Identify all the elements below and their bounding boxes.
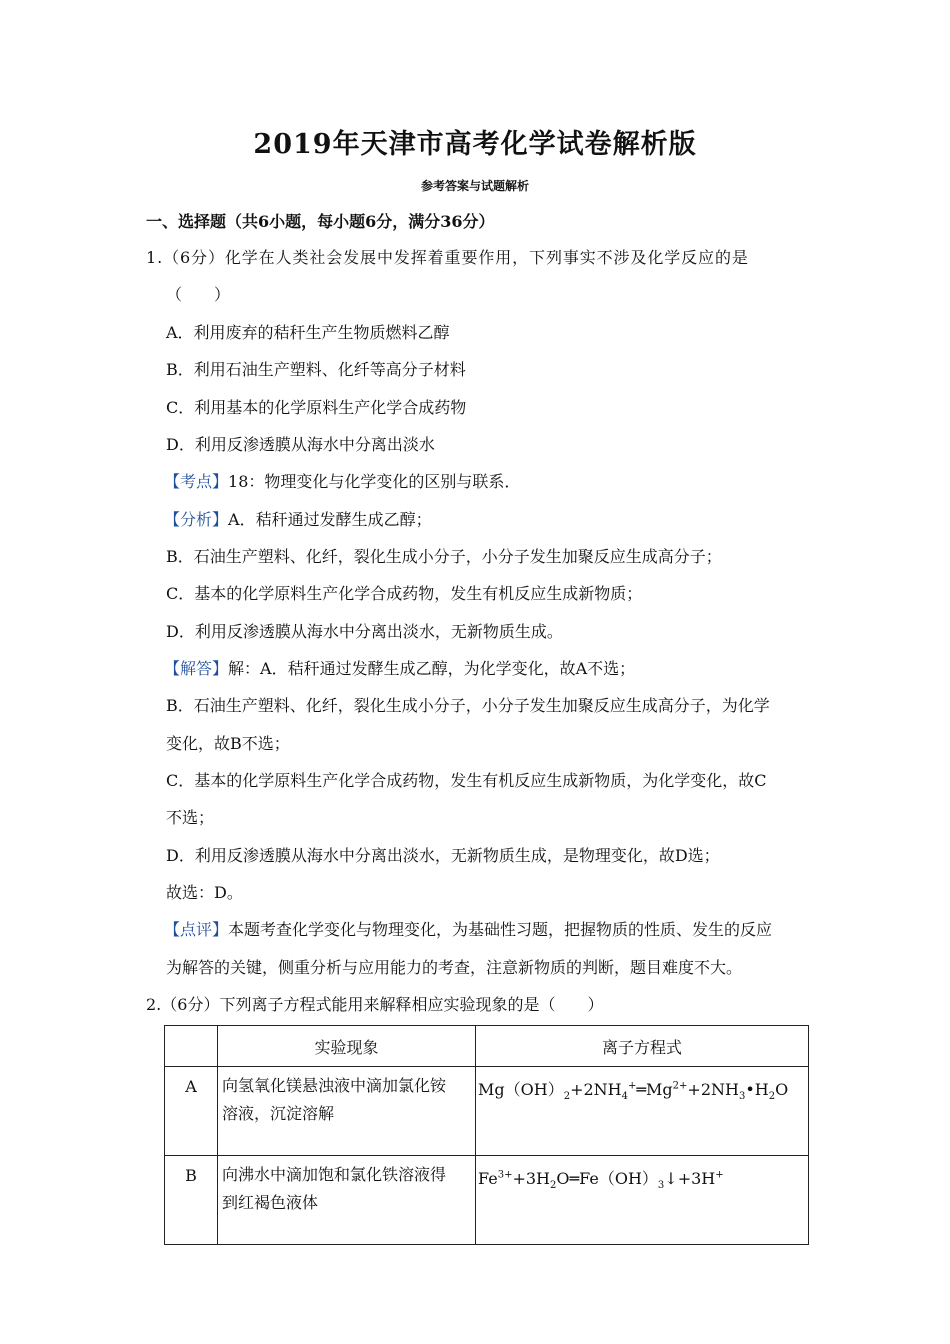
phenomenon-line: 到红褐色液体 xyxy=(222,1193,319,1212)
q1-option-c: C．利用基本的化学原料生产化学合成药物 xyxy=(166,398,467,417)
page-title: 2019年天津市高考化学试卷解析版 xyxy=(253,129,697,160)
kaodian-line xyxy=(164,471,520,493)
jieda-text-2: 变化，故B不选； xyxy=(166,734,290,753)
row-equation: $Mg(OH)_2+2NH_4^+═Mg^{2+}+2NH_3•H_2O$ xyxy=(476,1067,809,1156)
dianping-tag: 【点评】 xyxy=(164,920,229,939)
fenxi-text-0: A．秸秆通过发酵生成乙醇； xyxy=(228,510,432,529)
dianping-text-1: 为解答的关键，侧重分析与应用能力的考查，注意新物质的判断，题目难度不大。 xyxy=(166,958,743,977)
kaodian-tag: 【考点】 xyxy=(164,472,229,491)
dianping-line xyxy=(164,919,772,941)
jieda-text-5: D．利用反渗透膜从海水中分离出淡水，无新物质生成，是物理变化，故D选； xyxy=(166,846,720,865)
row-phenomenon xyxy=(218,1067,476,1156)
fenxi-tag: 【分析】 xyxy=(164,510,229,529)
table-header-row xyxy=(165,1026,809,1067)
q1-option-a: A．利用废弃的秸秆生产生物质燃料乙醇 xyxy=(166,323,450,342)
q1-stem-line2: （ ） xyxy=(166,285,231,304)
fenxi-line xyxy=(164,509,432,531)
jieda-text-4: 不选； xyxy=(166,808,215,827)
page-subtitle: 参考答案与试题解析 xyxy=(420,179,529,193)
table-header-cell-2: 离子方程式 xyxy=(476,1026,809,1067)
table-header-cell-0 xyxy=(165,1026,218,1067)
row-phenomenon xyxy=(218,1156,476,1245)
jieda-text-0: 解：A．秸秆通过发酵生成乙醇，为化学变化，故A不选； xyxy=(228,659,636,678)
jieda-text-3: C．基本的化学原料生产化学合成药物，发生有机反应生成新物质，为化学变化，故C xyxy=(166,771,767,790)
row-label: B xyxy=(165,1156,218,1245)
kaodian-text: 18：物理变化与化学变化的区别与联系． xyxy=(228,472,521,491)
row-label: A xyxy=(165,1067,218,1156)
jieda-tag: 【解答】 xyxy=(164,659,229,678)
q1-option-b: B．利用石油生产塑料、化纤等高分子材料 xyxy=(166,360,466,379)
phenomenon-line: 溶液，沉淀溶解 xyxy=(222,1104,335,1123)
jieda-text-1: B．石油生产塑料、化纤，裂化生成小分子，小分子发生加聚反应生成高分子，为化学 xyxy=(166,696,770,715)
phenomenon-line: 向沸水中滴加饱和氯化铁溶液得 xyxy=(222,1165,447,1184)
q1-stem-line1: 1.（6分）化学在人类社会发展中发挥着重要作用，下列事实不涉及化学反应的是 xyxy=(146,248,749,267)
fenxi-text-2: C．基本的化学原料生产化学合成药物，发生有机反应生成新物质； xyxy=(166,584,643,603)
jieda-text-6: 故选：D。 xyxy=(166,883,243,902)
table-row xyxy=(165,1156,809,1245)
q2-table xyxy=(164,1025,809,1245)
jieda-line xyxy=(164,658,635,680)
q2-stem: 2.（6分）下列离子方程式能用来解释相应实验现象的是（ ） xyxy=(146,995,604,1014)
row-equation: $Fe^{3+}+3H_2O═Fe(OH)_3↓+3H^+$ xyxy=(476,1156,809,1245)
dianping-text-0: 本题考查化学变化与物理变化，为基础性习题，把握物质的性质、发生的反应 xyxy=(228,920,773,939)
fenxi-text-3: D．利用反渗透膜从海水中分离出淡水，无新物质生成。 xyxy=(166,622,563,641)
table-row xyxy=(165,1067,809,1156)
section-heading: 一、选择题（共6小题，每小题6分，满分36分） xyxy=(146,212,495,231)
q1-option-d: D．利用反渗透膜从海水中分离出淡水 xyxy=(166,435,435,454)
phenomenon-line: 向氢氧化镁悬浊液中滴加氯化铵 xyxy=(222,1076,447,1095)
table-header-cell-1: 实验现象 xyxy=(218,1026,476,1067)
fenxi-text-1: B．石油生产塑料、化纤，裂化生成小分子，小分子发生加聚反应生成高分子； xyxy=(166,547,722,566)
